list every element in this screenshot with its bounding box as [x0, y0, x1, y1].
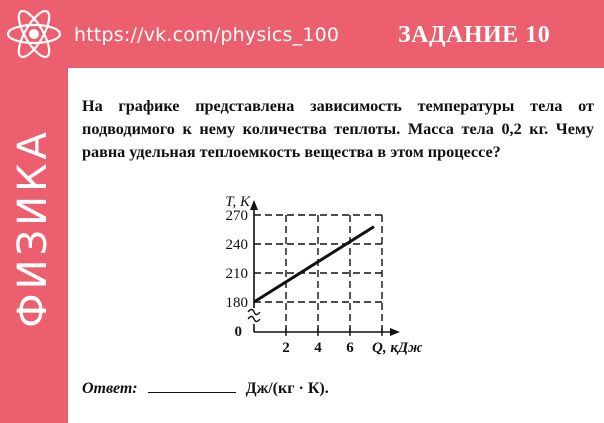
y-tick-label: 210: [225, 266, 248, 282]
series-line: [254, 227, 374, 302]
answer-label: Ответ:: [82, 380, 138, 397]
answer-line: [82, 378, 329, 398]
y-axis-arrow: [250, 200, 258, 210]
problem-text: На графике представлена зависимость температуры тела от подводимого к нему количества теплоты. Масса тела 0,2 кг. Чему равна удельная теплоемкость вещества в этом процессе?: [82, 97, 594, 161]
y-tick-label: 240: [225, 237, 248, 253]
x-tick-label: 4: [314, 340, 322, 356]
y-tick-label: 270: [225, 208, 248, 224]
y-axis-break-mark: [248, 310, 260, 322]
x-tick-label: 2: [282, 340, 290, 356]
answer-unit: Дж/(кг · К).: [245, 380, 329, 397]
subject-label: ФИЗИКА: [10, 128, 56, 328]
vk-link[interactable]: https://vk.com/physics_100: [74, 24, 340, 46]
answer-blank[interactable]: [148, 378, 236, 393]
x-axis-arrow: [390, 328, 400, 336]
origin-label: 0: [234, 324, 242, 340]
y-axis-label: T, K: [225, 194, 250, 210]
y-tick-label: 180: [225, 295, 248, 311]
atom-icon: [4, 4, 64, 64]
x-tick-label: 6: [346, 340, 354, 356]
x-axis-label: Q, кДж: [372, 340, 423, 356]
task-title: ЗАДАНИЕ 10: [398, 22, 551, 48]
temperature-heat-chart: [222, 192, 442, 372]
